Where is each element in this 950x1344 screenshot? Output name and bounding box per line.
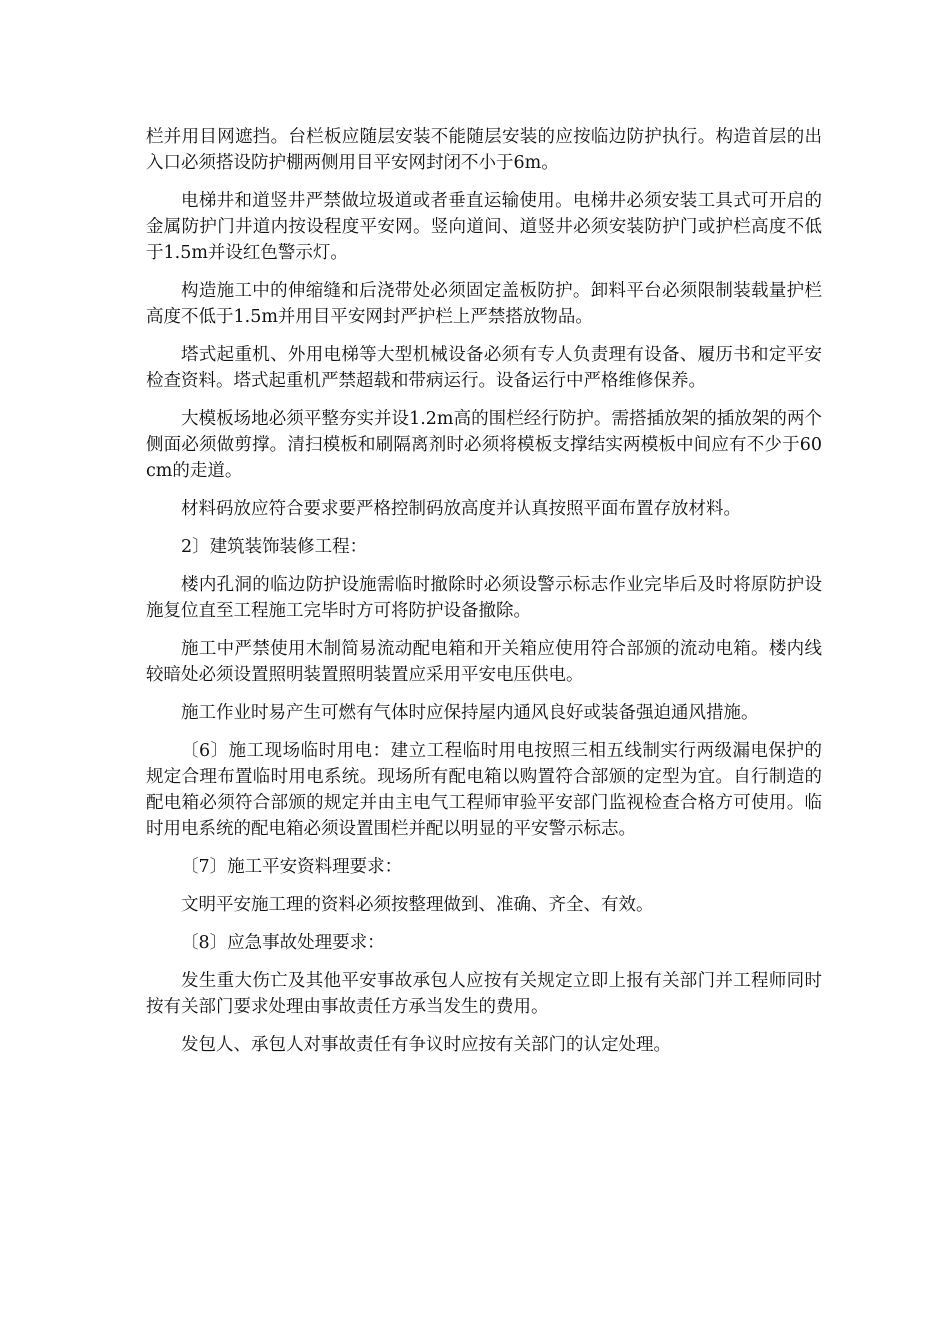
section-heading: 〔7〕施工平安资料理要求：: [181, 857, 403, 877]
paragraph: 施工中严禁使用木制简易流动配电箱和开关箱应使用符合部颁的流动电箱。楼内线较暗处必须设置照明装置照明装置应采用平安电压供电。: [146, 639, 822, 685]
paragraph: 施工作业时易产生可燃有气体时应保持屋内通风良好或装备强迫通风措施。: [181, 703, 759, 723]
paragraph: 楼内孔洞的临边防护设施需临时撤除时必须设警示标志作业完毕后及时将原防护设施复位直至工程施工完毕时方可将防护设备撤除。: [146, 575, 822, 621]
paragraph: 栏并用目网遮挡。台栏板应随层安装不能随层安装的应按临边防护执行。构造首层的出入口必须搭设防护棚两侧用目平安网封闭不小于6m。: [146, 127, 822, 173]
paragraph: 发生重大伤亡及其他平安事故承包人应按有关规定立即上报有关部门并工程师同时按有关部门要求处理由事故责任方承当发生的费用。: [146, 971, 822, 1017]
paragraph: 电梯井和道竖井严禁做垃圾道或者垂直运输使用。电梯井必须安装工具式可开启的金属防护门井道内按设程度平安网。竖向道间、道竖井必须安装防护门或护栏高度不低于1.5m并设红色警示灯。: [146, 191, 822, 263]
section-heading: 2〕建筑装饰装修工程：: [181, 537, 368, 557]
paragraph: 大模板场地必须平整夯实并设1.2m高的围栏经行防护。需搭插放架的插放架的两个侧面必须做剪撑。清扫模板和刷隔离剂时必须将模板支撑结实两模板中间应有不少于60cm的走道。: [146, 409, 822, 481]
paragraph: 构造施工中的伸缩缝和后浇带处必须固定盖板防护。卸料平台必须限制装载量护栏高度不低于1.5m并用目平安网封严护栏上严禁搭放物品。: [146, 281, 822, 327]
paragraph: 材料码放应符合要求要严格控制码放高度并认真按照平面布置存放材料。: [181, 499, 741, 519]
document-body: [146, 124, 822, 1070]
paragraph: 〔6〕施工现场临时用电：建立工程临时用电按照三相五线制实行两级漏电保护的规定合理布置临时用电系统。现场所有配电箱以购置符合部颁的定型为宜。自行制造的配电箱必须符合部颁的规定并由主电气工程师审验平安部门监视检查合格方可使用。临时用电系统的配电箱必须设置围栏并配以明显的平安警示标志。: [146, 741, 822, 839]
section-heading: 〔8〕应急事故处理要求：: [181, 933, 385, 953]
paragraph: 塔式起重机、外用电梯等大型机械设备必须有专人负责理有设备、履历书和定平安检查资料。塔式起重机严禁超载和带病运行。设备运行中严格维修保养。: [146, 345, 822, 391]
paragraph: 文明平安施工理的资料必须按整理做到、准确、齐全、有效。: [181, 895, 654, 915]
paragraph: 发包人、承包人对事故责任有争议时应按有关部门的认定处理。: [181, 1035, 671, 1055]
